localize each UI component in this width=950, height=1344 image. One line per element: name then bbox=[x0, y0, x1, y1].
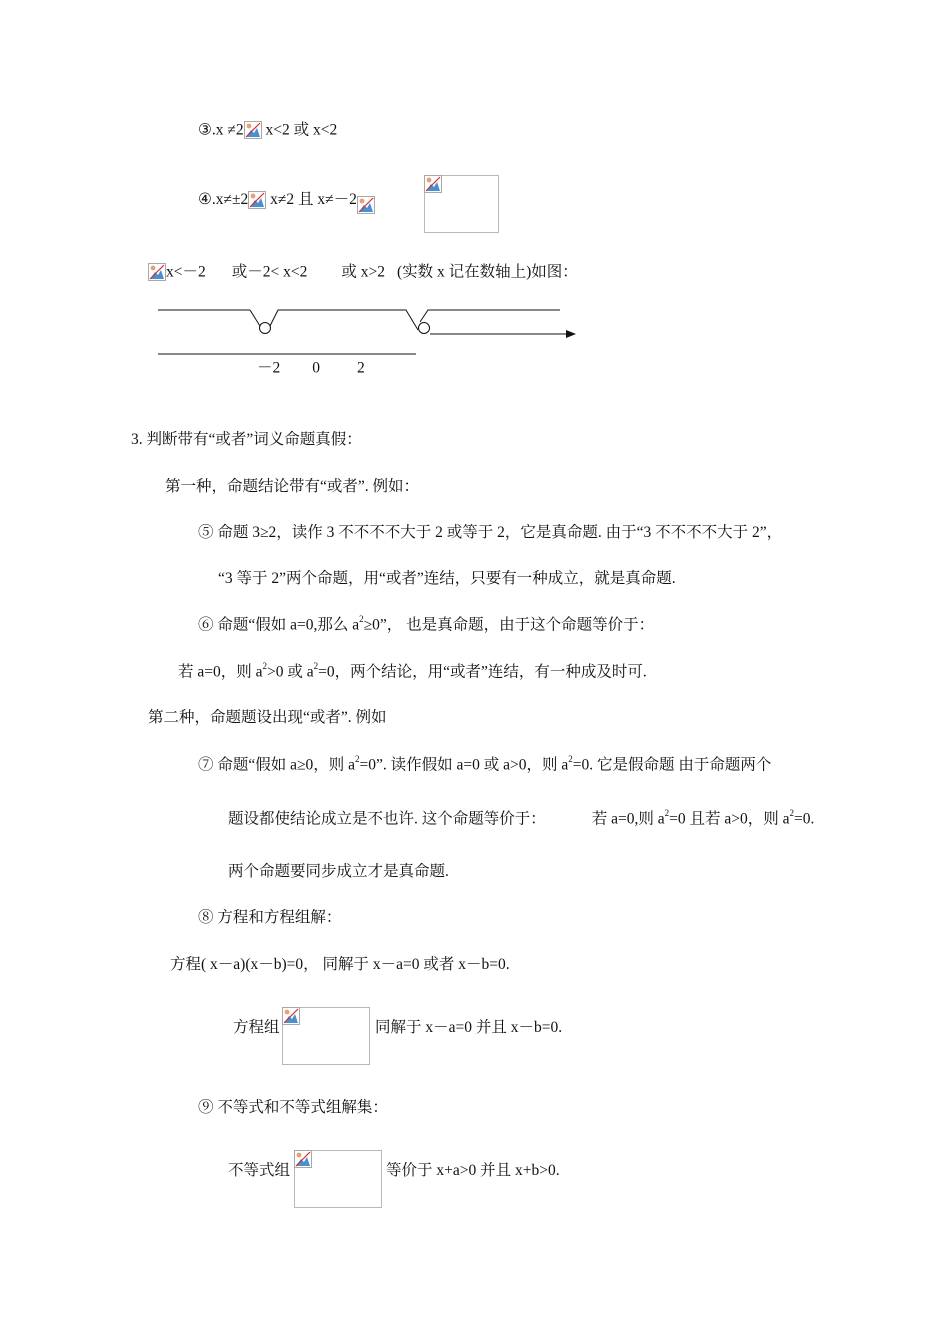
equation-system-image bbox=[282, 1007, 370, 1065]
item-5-line-1: ⑤ 命题 3≥2，读作 3 不不不不大于 2 或等于 2，它是真命题. 由于“3 不不不不大于 2”， bbox=[198, 524, 783, 541]
item-7-line-3: 两个命题要同步成立才是真命题. bbox=[228, 863, 449, 880]
broken-image-icon bbox=[248, 191, 266, 209]
item-6-sup: 2 bbox=[359, 613, 364, 624]
item-6-text-a: ⑥ 命题“假如 a=0,那么 a bbox=[198, 616, 360, 634]
item-7b-text-c: =0 且若 a>0，则 a bbox=[669, 810, 790, 828]
number-line-diagram bbox=[150, 300, 590, 362]
section-3-heading: 3. 判断带有“或者”词义命题真假： bbox=[131, 431, 362, 448]
item-3-condition: ③.x ≠2 bbox=[198, 121, 244, 139]
item-7b-text-d: =0. bbox=[794, 810, 815, 828]
item-7-sup-1: 2 bbox=[355, 753, 360, 764]
broken-image-icon bbox=[148, 263, 166, 281]
item-7-text-a: ⑦ 命题“假如 a≥0，则 a bbox=[198, 756, 356, 774]
solution-line bbox=[148, 262, 578, 282]
solution-part-d: (实数 x 记在数轴上)如图： bbox=[396, 263, 578, 281]
solution-part-c: 或 x>2 bbox=[341, 263, 385, 281]
item-6-line-1 bbox=[198, 615, 654, 635]
broken-image-icon bbox=[244, 121, 262, 139]
item-7-line-2 bbox=[228, 809, 814, 829]
tick-label-neg2: －2 bbox=[257, 359, 281, 377]
equation-system-suffix: 同解于 x－a=0 并且 x－b=0. bbox=[375, 1019, 563, 1036]
tick-label-0: 0 bbox=[312, 359, 321, 377]
item-7b-text-a: 题设都使结论成立是不也许. 这个命题等价于： bbox=[228, 810, 546, 828]
item-7-text-c: =0. 它是假命题 由于命题两个 bbox=[572, 756, 772, 774]
equation-system-prefix: 方程组 bbox=[233, 1019, 280, 1036]
item-7-sup-2: 2 bbox=[568, 753, 573, 764]
item-7b-text-b: 若 a=0,则 a bbox=[591, 810, 665, 828]
inequality-system-prefix: 不等式组 bbox=[228, 1162, 291, 1179]
inequality-system-image bbox=[294, 1150, 382, 1208]
broken-image-icon bbox=[294, 1150, 312, 1168]
broken-image-icon bbox=[357, 196, 375, 214]
item-6-line-2 bbox=[178, 662, 647, 682]
kind-1-heading: 第一种，命题结论带有“或者”. 例如： bbox=[165, 478, 420, 495]
item-6b-text-a: 若 a=0，则 a bbox=[178, 663, 263, 681]
line-item-4 bbox=[198, 186, 375, 214]
line-item-3 bbox=[198, 120, 337, 140]
item-7-text-b: =0”. 读作假如 a=0 或 a>0，则 a bbox=[359, 756, 569, 774]
item-3-result: x<2 或 x<2 bbox=[265, 121, 338, 139]
solution-part-a: x<－2 bbox=[166, 263, 206, 281]
solution-part-b: 或－2< x<2 bbox=[231, 263, 308, 281]
item-7b-sup-2: 2 bbox=[789, 807, 795, 818]
item-6b-sup-1: 2 bbox=[262, 660, 268, 671]
item-5-line-2: “3 等于 2”两个命题，用“或者”连结，只要有一种成立，就是真命题. bbox=[218, 570, 676, 587]
item-6-text-b: ≥0”， 也是真命题，由于这个命题等价于： bbox=[363, 616, 655, 634]
item-9-heading: ⑨ 不等式和不等式组解集： bbox=[198, 1099, 388, 1116]
item-6b-text-b: >0 或 a bbox=[267, 663, 314, 681]
broken-image-icon bbox=[424, 175, 442, 193]
image-placeholder bbox=[424, 175, 499, 233]
item-7-line-1 bbox=[198, 755, 771, 775]
item-7b-sup-1: 2 bbox=[664, 807, 670, 818]
item-6b-text-c: =0，两个结论，用“或者”连结，有一种成及时可. bbox=[318, 663, 647, 681]
item-6b-sup-2: 2 bbox=[313, 660, 319, 671]
item-4-condition: ④.x≠±2 bbox=[198, 191, 249, 208]
broken-image-icon bbox=[282, 1007, 300, 1025]
item-8-heading: ⑧ 方程和方程组解： bbox=[198, 909, 342, 926]
item-4-result: x≠2 且 x≠－2 bbox=[270, 191, 357, 208]
tick-label-2: 2 bbox=[357, 359, 365, 377]
equation-line: 方程( x－a)(x－b)=0， 同解于 x－a=0 或者 x－b=0. bbox=[170, 956, 510, 973]
inequality-system-suffix: 等价于 x+a>0 并且 x+b>0. bbox=[386, 1162, 560, 1179]
number-line-tick-labels bbox=[257, 358, 365, 378]
kind-2-heading: 第二种，命题题设出现“或者”. 例如 bbox=[148, 709, 387, 726]
